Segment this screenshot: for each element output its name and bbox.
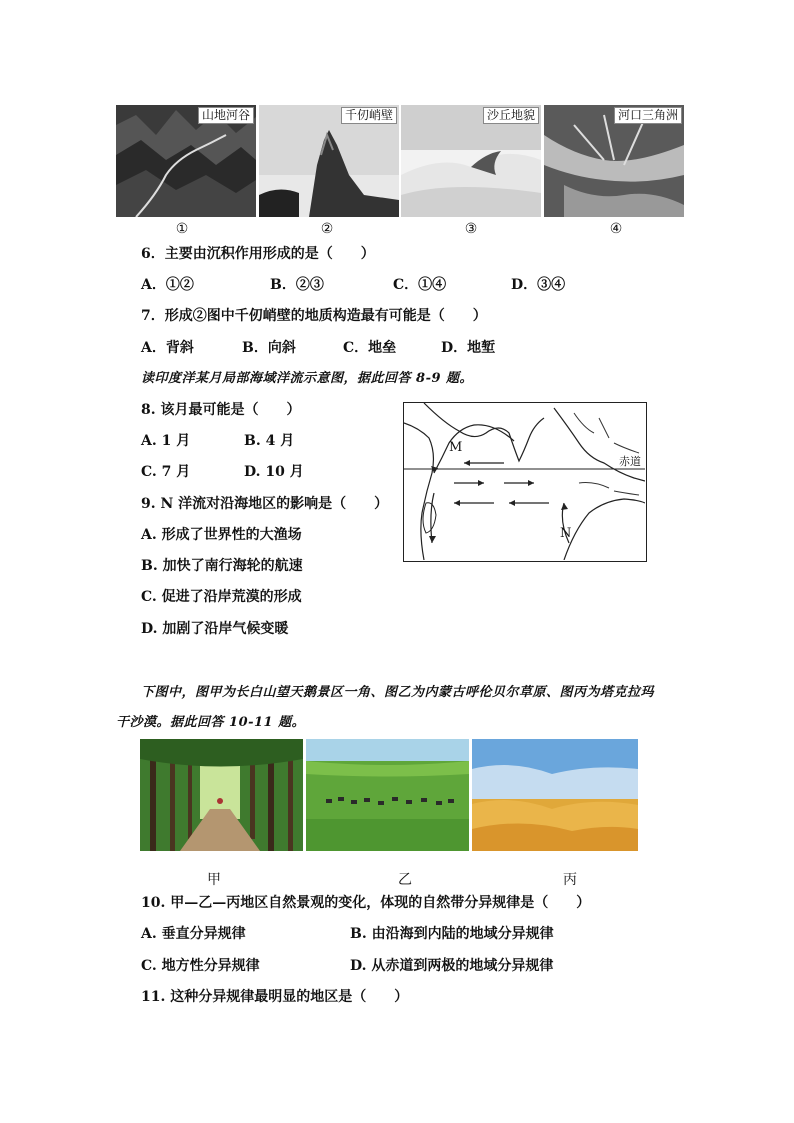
forest-image [140,739,303,851]
question-9-stem: 9. N 洋流对沿海地区的影响是（ ） [141,496,389,512]
question-9-option-d[interactable]: D. 加剧了沿岸气候变暖 [141,621,289,637]
map-label-n: N [560,526,572,541]
photo-grassland [306,739,469,851]
photo-number: ④ [609,221,623,237]
question-7-option-d[interactable]: D．地堑 [441,340,496,356]
question-6-stem: 6．主要由沉积作用形成的是（ ） [141,246,375,262]
photo-label-bing: 丙 [563,872,577,888]
question-10-option-b[interactable]: B. 由沿海到内陆的地域分异规律 [350,926,554,942]
question-10-option-c[interactable]: C. 地方性分异规律 [141,958,260,974]
question-6-option-d[interactable]: D．③④ [511,277,566,293]
photo-number: ③ [464,221,478,237]
question-9-option-b[interactable]: B. 加快了南行海轮的航速 [141,558,303,574]
photo-label: 山地河谷 [198,107,254,124]
question-6-option-b[interactable]: B．②③ [270,277,324,293]
photo-dunes [401,105,541,217]
ocean-current-map [403,402,647,562]
photo-label: 千仞峭壁 [341,107,397,124]
map-label-equator: 赤道 [619,455,641,468]
photo-label: 沙丘地貌 [483,107,539,124]
photo-label-yi: 乙 [398,872,412,888]
intro-10-11-line2: 干沙漠。据此回答 10-11 题。 [116,715,306,730]
question-10-option-a[interactable]: A. 垂直分异规律 [141,926,246,942]
question-7-option-b[interactable]: B．向斜 [242,340,296,356]
question-6-option-c[interactable]: C．①④ [393,277,447,293]
intro-8-9: 读印度洋某月局部海域洋流示意图，据此回答 8-9 题。 [141,371,474,386]
question-10-stem: 10. 甲—乙—丙地区自然景观的变化，体现的自然带分异规律是（ ） [141,895,591,911]
photo-number: ② [320,221,334,237]
photo-cliff [259,105,399,217]
question-7-option-c[interactable]: C．地垒 [343,340,397,356]
intro-10-11-line1: 下图中，图甲为长白山望天鹅景区一角、图乙为内蒙古呼伦贝尔草原、图丙为塔克拉玛 [141,685,655,700]
photo-number: ① [175,221,189,237]
ocean-current-map-svg [404,403,645,560]
photo-forest [140,739,303,851]
question-6-option-a[interactable]: A．①② [141,277,194,293]
question-8-stem: 8. 该月最可能是（ ） [141,402,301,418]
grassland-image [306,739,469,851]
photo-label: 河口三角洲 [614,107,682,124]
photo-label-jia: 甲 [207,872,221,888]
photo-desert [472,739,638,851]
question-8-option-c[interactable]: C. 7 月 [141,464,191,480]
photo-delta [544,105,684,217]
question-8-option-a[interactable]: A. 1 月 [141,433,191,449]
question-9-option-c[interactable]: C. 促进了沿岸荒漠的形成 [141,589,302,605]
question-8-option-d[interactable]: D. 10 月 [244,464,304,480]
question-9-option-a[interactable]: A. 形成了世界性的大渔场 [141,527,302,543]
photo-mountain-valley [116,105,256,217]
question-7-option-a[interactable]: A．背斜 [141,340,194,356]
question-11-stem: 11. 这种分异规律最明显的地区是（ ） [141,989,409,1005]
map-label-m: M [449,440,463,455]
question-10-option-d[interactable]: D. 从赤道到两极的地域分异规律 [350,958,554,974]
question-7-stem: 7．形成②图中千仞峭壁的地质构造最有可能是（ ） [141,308,487,324]
question-8-option-b[interactable]: B. 4 月 [244,433,295,449]
desert-image [472,739,638,851]
